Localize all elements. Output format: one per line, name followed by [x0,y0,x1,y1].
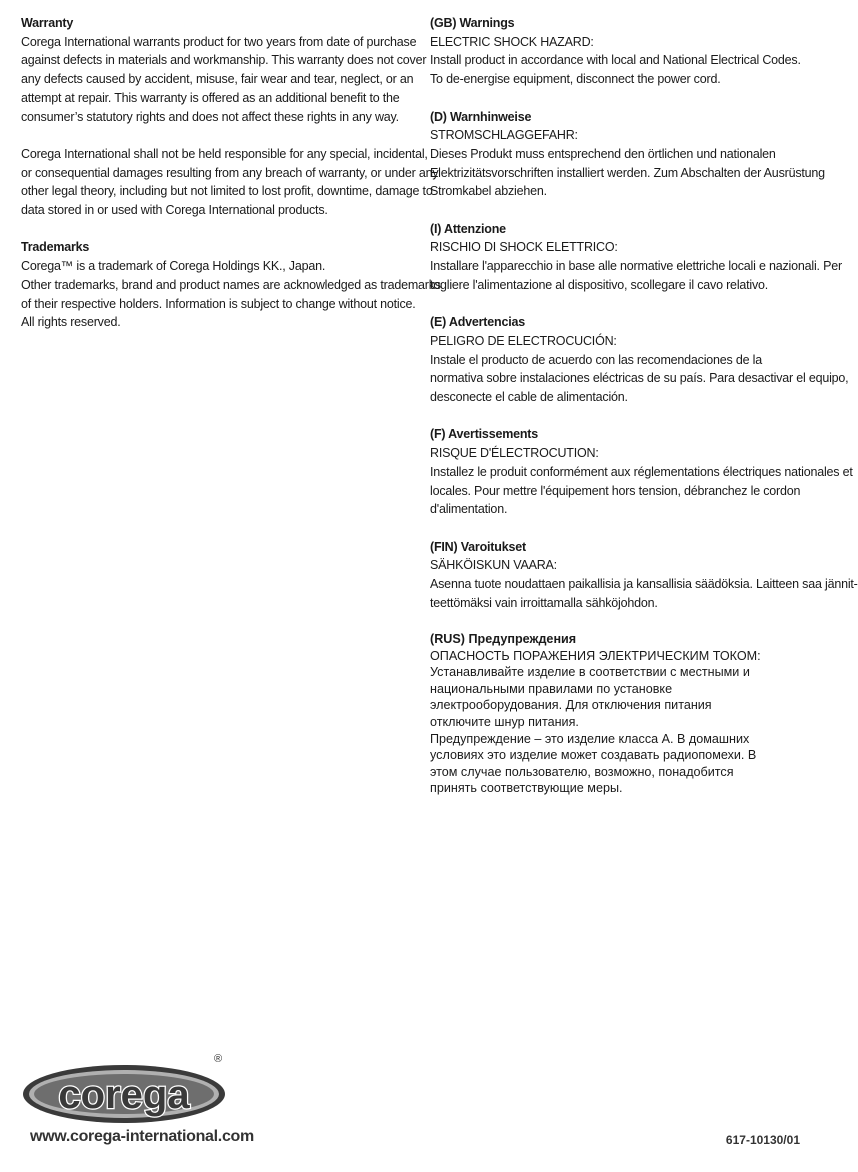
warnings-gb-line: Install product in accordance with local and National Electrical Codes. [430,53,801,68]
warnings-rus-line: национальными правилами по установке [430,681,673,696]
warnings-e-line: Instale el producto de acuerdo con las recomendaciones de la [430,352,762,367]
warranty-line: Corega International warrants product for two years from date of purchase [21,34,417,49]
trademarks-section [21,238,441,332]
warnings-rus-section [430,631,802,797]
warnings-rus-line: принять соответствующие меры. [430,781,623,796]
warnings-fin-heading: (FIN) Varoitukset [430,539,526,554]
warnings-f-line: d'alimentation. [430,502,508,517]
liability-line: other legal theory, including but not limited to lost profit, downtime, damage to [21,184,433,199]
warnings-e-heading: (E) Advertencias [430,315,525,330]
warnings-fin-line: Asenna tuote noudattaen paikallisia ja kansallisia säädöksia. Laitteen saa jännit- [430,577,858,592]
footer-document-code: 617-10130/01 [725,1133,800,1147]
right-column [430,14,858,816]
liability-section [21,145,439,220]
warnings-rus-line: электрооборудования. Для отключения питания [430,698,712,713]
warnings-rus-line: этом случае пользователю, возможно, понадобится [430,764,734,779]
trademarks-heading: Trademarks [21,240,90,255]
corega-logo [22,1050,232,1125]
warranty-line: attempt at repair. This warranty is offered as an additional benefit to the [21,90,400,105]
warnings-gb-line: To de-energise equipment, disconnect the power cord. [430,72,721,87]
logo-wordmark: corega [58,1073,190,1117]
warranty-line: any defects caused by accident, misuse, fair wear and tear, neglect, or an [21,72,414,87]
warnings-i-line: RISCHIO DI SHOCK ELETTRICO: [430,240,618,255]
warnings-d-line: Elektrizitätsvorschriften installiert werden. Zum Abschalten der Ausrüstung [430,165,825,180]
warnings-f-heading: (F) Avertissements [430,427,539,442]
warnings-f-line: locales. Pour mettre l'équipement hors tension, débranchez le cordon [430,483,801,498]
warnings-f-section [430,425,853,519]
warranty-line: consumer’s statutory rights and does not affect these rights in any way. [21,109,399,124]
warnings-i-heading: (I) Attenzione [430,221,506,236]
warnings-d-line: Stromkabel abziehen. [430,184,547,199]
warnings-gb-section [430,14,802,89]
warnings-f-line: RISQUE D'ÉLECTROCUTION: [430,446,599,461]
warnings-rus-heading: (RUS) Предупреждения [430,632,577,647]
warnings-d-section [430,108,825,202]
warranty-line: against defects in materials and workmanship. This warranty does not cover [21,53,427,68]
warnings-d-line: STROMSCHLAGGEFAHR: [430,128,578,143]
warranty-heading: Warranty [21,16,74,30]
left-column [21,14,441,351]
warnings-e-line: desconecte el cable de alimentación. [430,390,628,405]
warnings-rus-line: Устанавливайте изделие в соответствии с местными и [430,665,750,680]
trademarks-line: All rights reserved. [21,315,121,330]
warnings-i-section [430,220,842,295]
trademarks-line: of their respective holders. Information is subject to change without notice. [21,296,416,311]
warnings-d-heading: (D) Warnhinweise [430,109,532,124]
warnings-gb-heading: (GB) Warnings [430,16,515,30]
warnings-f-line: Installez le produit conformément aux réglementations électriques nationales et [430,464,853,479]
liability-line: data stored in or used with Corega International products. [21,203,328,218]
warnings-rus-line: условиях это изделие может создавать радиопомехи. В [430,748,757,763]
warnings-d-line: Dieses Produkt muss entsprechend den örtlichen und nationalen [430,146,776,161]
warnings-rus-line: отключите шнур питания. [430,715,579,730]
warranty-section [21,14,427,126]
trademarks-line: Other trademarks, brand and product names are acknowledged as trademarks [21,277,441,292]
warnings-fin-section [430,538,858,613]
warnings-i-line: Installare l'apparecchio in base alle normative elettriche locali e nazionali. Per [430,259,842,274]
corega-logo-graphic [22,1050,232,1125]
warnings-fin-line: teettömäksi vain irroittamalla sähköjohdon. [430,595,658,610]
warnings-rus-line: Предупреждение – это изделие класса А. В домашних [430,731,750,746]
warnings-e-line: normativa sobre instalaciones eléctricas de su país. Para desactivar el equipo, [430,371,849,386]
trademarks-line: Corega™ is a trademark of Corega Holdings KK., Japan. [21,259,326,274]
warnings-fin-line: SÄHKÖISKUN VAARA: [430,558,557,573]
warnings-gb-line: ELECTRIC SHOCK HAZARD: [430,34,594,49]
footer-website-url: www.corega-international.com [30,1128,254,1145]
registered-mark: ® [214,1053,223,1065]
warnings-rus-line: ОПАСНОСТЬ ПОРАЖЕНИЯ ЭЛЕКТРИЧЕСКИМ ТОКОМ: [430,648,761,663]
liability-line: Corega International shall not be held responsible for any special, incidental, [21,146,428,161]
warnings-e-section [430,313,849,407]
liability-line: or consequential damages resulting from any breach of warranty, or under any [21,165,439,180]
warnings-e-line: PELIGRO DE ELECTROCUCIÓN: [430,333,617,348]
warnings-i-line: togliere l'alimentazione al dispositivo, scollegare il cavo relativo. [430,277,769,292]
